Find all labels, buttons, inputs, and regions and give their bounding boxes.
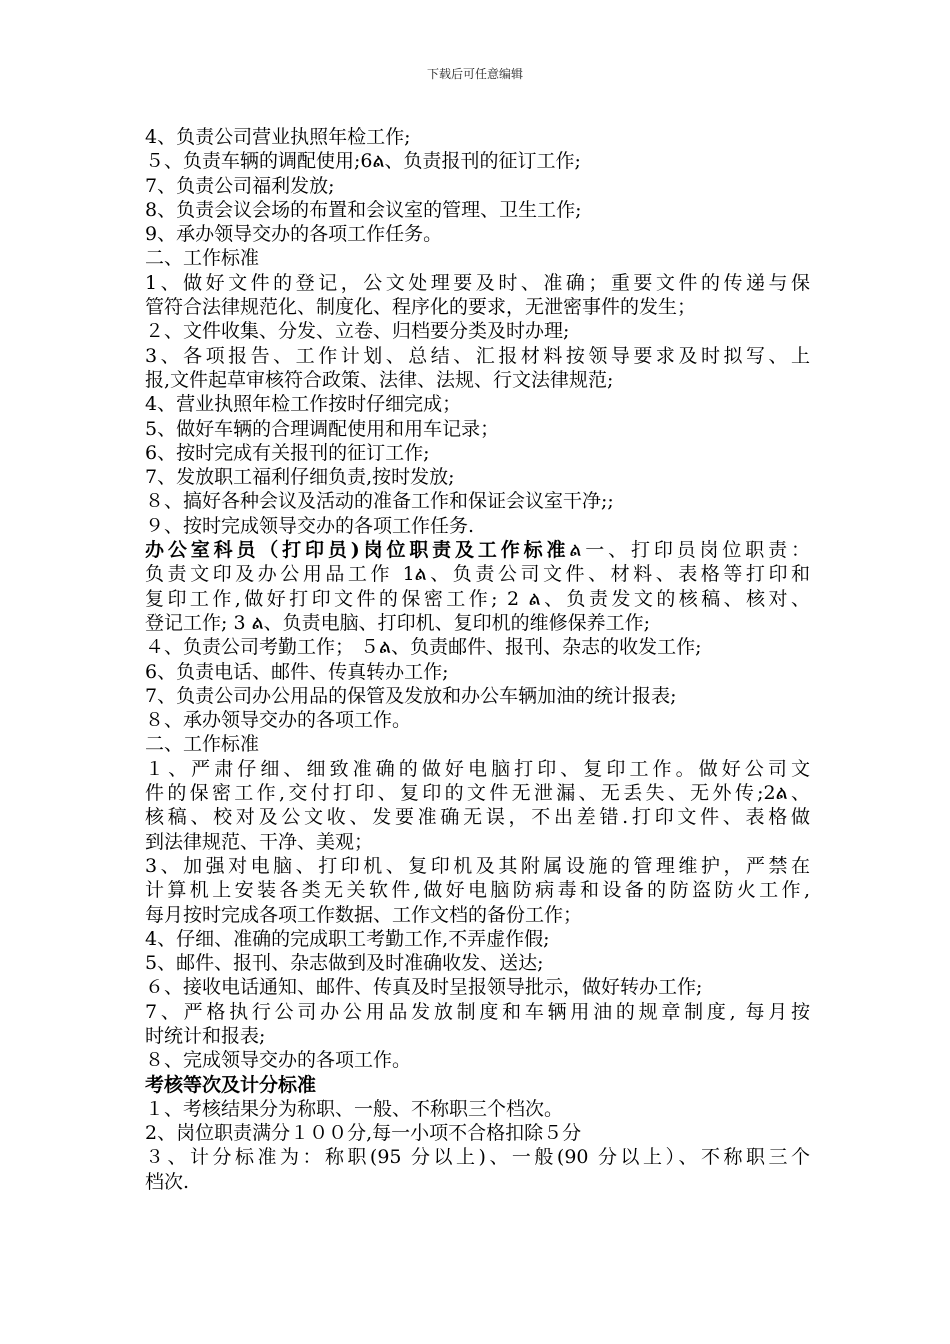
text-line: 登记工作; 3 ል、负责电脑、打印机、复印机的维修保养工作;	[145, 611, 651, 634]
text-line: 4、仔细、准确的完成职工考勤工作,不弄虚作假;	[145, 927, 550, 950]
text-line: 每月按时完成各项工作数据、工作文档的备份工作；	[145, 903, 583, 926]
text-line: 6、负责电话、邮件、传真转办工作;	[145, 660, 449, 683]
text-line: １、考核结果分为称职、一般、不称职三个档次。	[145, 1097, 564, 1120]
text-line: 1、做好文件的登记，公文处理要及时、准确；重要文件的传递与保	[145, 271, 810, 294]
text-line: 4、营业执照年检工作按时仔细完成；	[145, 393, 462, 416]
text-line: 7、负责公司办公用品的保管及发放和办公车辆加油的统计报表;	[145, 684, 677, 707]
text-line: 7、严格执行公司办公用品发放制度和车辆用油的规章制度, 每月按	[145, 1000, 810, 1023]
text-line: 到法律规范、干净、美观；	[145, 830, 374, 853]
section-heading: 办公室科员（打印员)岗位职责及工作标准	[145, 539, 570, 562]
text-line: ８、完成领导交办的各项工作。	[145, 1049, 412, 1072]
text-line: ９、按时完成领导交办的各项工作任务.	[145, 514, 475, 537]
text-line: ６、接收电话通知、邮件、传真及时呈报领导批示，做好转办工作;	[145, 976, 703, 999]
text-line: 6、按时完成有关报刊的征订工作;	[145, 441, 430, 464]
text-line: 3、加强对电脑、打印机、复印机及其附属设施的管理维护，严禁在	[145, 854, 810, 877]
text-line: 核稿、校对及公文收、发要准确无误，不出差错.打印文件、表格做	[145, 806, 810, 829]
document-body	[145, 125, 810, 1194]
text-line: 复印工作,做好打印文件的保密工作; 2 ል、负责发文的核稿、核对、	[145, 587, 810, 610]
section-heading: 考核等次及计分标准	[145, 1073, 317, 1096]
text-line: ２、文件收集、分发、立卷、归档要分类及时办理;	[145, 320, 570, 343]
text-line: ５、负责车辆的调配使用;6ል、负责报刊的征订工作;	[145, 150, 581, 173]
text-line: 二、工作标准	[145, 247, 260, 270]
text-line: 4、负责公司营业执照年检工作;	[145, 126, 411, 148]
text-line: ８、搞好各种会议及活动的准备工作和保证会议室干净;;	[145, 490, 614, 513]
text-line: 2、岗位职责满分１００分,每一小项不合格扣除５分	[145, 1122, 582, 1145]
text-line: 9、承办领导交办的各项工作任务。	[145, 223, 443, 246]
text-line: 件的保密工作,交付打印、复印的文件无泄漏、无丢失、无外传;2ል、	[145, 782, 810, 805]
text-line: １、严肃仔细、细致准确的做好电脑打印、复印工作。做好公司文	[145, 757, 810, 780]
text-line-mixed	[145, 538, 810, 562]
text-line: 管符合法律规范化、制度化、程序化的要求，无泄密事件的发生；	[145, 296, 697, 319]
text-line: 负责文印及办公用品工作 1ል、负责公司文件、材料、表格等打印和	[145, 563, 810, 586]
text-line: 5、邮件、报刊、杂志做到及时准确收发、送达;	[145, 952, 544, 975]
text-line: 计算机上安装各类无关软件,做好电脑防病毒和设备的防盗防火工作,	[145, 879, 810, 902]
text-line: 3、各项报告、工作计划、总结、汇报材料按领导要求及时拟写、上	[145, 344, 810, 367]
text-line: ３、计分标准为：称职(95 分以上)、一般(90 分以上）、不称职三个	[145, 1146, 810, 1169]
page-header-note: 下载后可任意编辑	[426, 67, 523, 81]
text-line: 二、工作标准	[145, 733, 260, 756]
text-line: 7、负责公司福利发放;	[145, 174, 335, 197]
text-line: 7、发放职工福利仔细负责,按时发放;	[145, 466, 455, 489]
text-line: 时统计和报表;	[145, 1024, 266, 1047]
text-segment: ል一、打印员岗位职责：	[569, 539, 810, 562]
text-line: ８、承办领导交办的各项工作。	[145, 709, 412, 732]
text-line: 5、做好车辆的合理调配使用和用车记录；	[145, 417, 500, 440]
text-line: ４、负责公司考勤工作； ５ል、负责邮件、报刊、杂志的收发工作;	[145, 636, 702, 659]
text-line: 档次.	[145, 1170, 190, 1193]
text-line: 报,文件起草审核符合政策、法律、法规、行文法律规范;	[145, 368, 614, 391]
text-line: 8、负责会议会场的布置和会议室的管理、卫生工作;	[145, 198, 582, 221]
